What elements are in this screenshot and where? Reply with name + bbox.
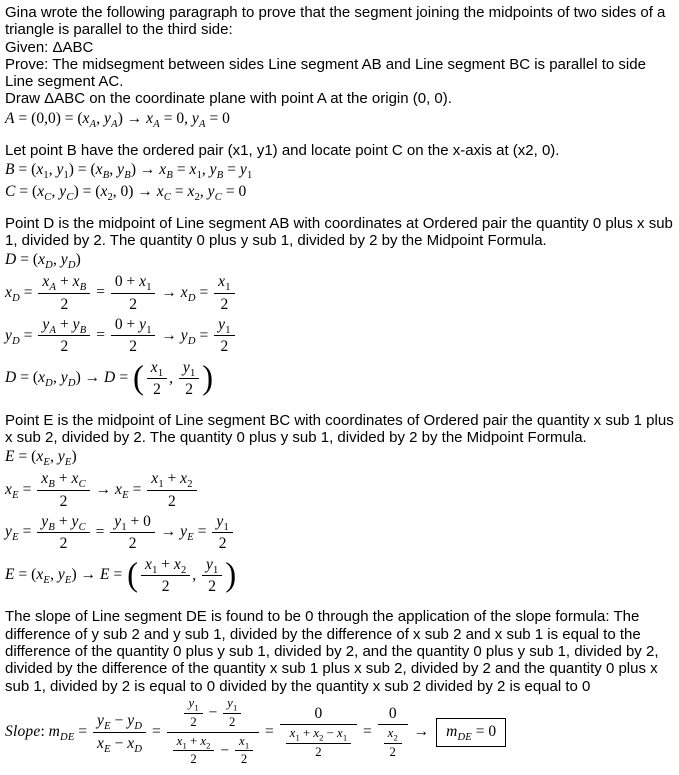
- math-text: =: [261, 722, 278, 740]
- math-text: $x_2$: [387, 725, 398, 743]
- fraction: [202, 555, 222, 597]
- fraction-numerator: [286, 726, 352, 744]
- math-text: $x_1$: [238, 733, 250, 751]
- math-line: [5, 160, 674, 181]
- fraction-numerator: [37, 512, 90, 533]
- math-text: →: [409, 722, 434, 740]
- math-text: $x_E - x_D$: [96, 734, 143, 755]
- math-text: $y_1$: [227, 695, 238, 713]
- math-text: Slope: $m_{DE}$ =: [5, 722, 91, 743]
- math-text: 2: [389, 744, 396, 759]
- fraction-numerator: [214, 315, 234, 336]
- fraction-denominator: [147, 491, 196, 511]
- fraction: [37, 512, 90, 554]
- math-text: $y_1 + 0$: [114, 512, 151, 533]
- math-text: $x_1$: [150, 358, 164, 379]
- fraction-numerator: [37, 469, 90, 490]
- fraction-denominator: [202, 576, 222, 596]
- blank-line: [5, 597, 674, 608]
- fraction-denominator: [111, 294, 156, 314]
- math-text: 2: [218, 535, 227, 553]
- fraction-numerator: [111, 315, 156, 336]
- math-text: $x_A + x_B$: [42, 273, 87, 294]
- math-text: $0 + y_1$: [114, 316, 152, 337]
- fraction-numerator: [167, 696, 260, 733]
- blank-line: [5, 131, 674, 142]
- math-text: 2: [60, 295, 69, 313]
- math-text: =: [92, 326, 109, 344]
- fraction: [141, 555, 190, 597]
- proof-paragraph: Given: ΔABC: [5, 38, 94, 56]
- proof-paragraph: Gina wrote the following paragraph to prove that the segment joining the midpoints of two sides of a triangle is parallel to the third side:: [5, 4, 666, 39]
- fraction-numerator: [147, 469, 196, 490]
- fraction-numerator: [38, 315, 90, 336]
- fraction-numerator: [147, 358, 167, 379]
- math-text: $x_1 + x_2$: [144, 555, 187, 576]
- fraction-denominator: [214, 336, 234, 356]
- math-text: $B = (x_1$, $y_1) = (x_B$, $y_B) \to x_B = x_1$, $y_B = y_1$: [5, 161, 253, 182]
- math-text: 2: [208, 578, 216, 595]
- math-text: $x_B + x_C$: [41, 470, 86, 491]
- fraction-denominator: [167, 733, 260, 769]
- fraction-denominator: [37, 533, 90, 553]
- fraction-numerator: [110, 512, 155, 533]
- math-line: [5, 109, 674, 130]
- proof-paragraph: The slope of Line segment DE is found to be 0 through the application of the slope formula: The difference of y sub 2 and y sub 1, divided by the difference of x sub 2 and x sub 1 is equal to the difference of the quantity 0 plus y sub 1, divided by 2, and the quantity 0 plus y sub 1, divided by 2, divided by the difference of the quantity x sub 1 plus x sub 2, divided by 2 and the quantity 0 plus x sub 1, divided by 2 is equal to 0 divided by the quantity x sub 2 divided by 2 is equal to 0: [5, 608, 659, 695]
- math-line: [5, 696, 674, 769]
- math-text: ,: [169, 369, 177, 387]
- fraction-numerator: [378, 704, 408, 725]
- math-text: $0 + x_1$: [114, 273, 152, 294]
- fraction-denominator: [280, 725, 358, 761]
- math-text: $x_D$ =: [5, 283, 37, 304]
- fraction-numerator: [111, 272, 156, 293]
- math-text: 0: [314, 704, 323, 722]
- math-text: 2: [129, 295, 138, 313]
- fraction: [173, 734, 215, 769]
- math-text: 2: [190, 752, 197, 767]
- fraction-denominator: [38, 294, 90, 314]
- fraction: [286, 726, 352, 761]
- fraction-denominator: [235, 751, 253, 768]
- fraction-denominator: [286, 744, 352, 761]
- math-text: $y_E - y_D$: [96, 712, 143, 733]
- math-text: 2: [240, 752, 248, 767]
- blank-line: [5, 204, 674, 215]
- math-text: 2: [220, 295, 229, 313]
- fraction-denominator: [37, 491, 90, 511]
- math-text: $y_1$: [216, 512, 229, 533]
- math-text: 2: [60, 338, 69, 356]
- fraction: [93, 711, 146, 753]
- math-line: [5, 447, 674, 468]
- math-text: 2: [229, 714, 236, 729]
- fraction: [147, 358, 167, 400]
- fraction-denominator: [212, 533, 232, 553]
- fraction: [223, 696, 241, 731]
- math-text: −: [204, 703, 222, 721]
- fraction-denominator: [378, 725, 408, 761]
- fraction-numerator: [173, 734, 215, 752]
- math-line: [5, 182, 674, 203]
- math-text: 2: [161, 578, 170, 595]
- math-text: =: [91, 523, 109, 541]
- fraction: [38, 272, 90, 314]
- math-text: → $x_D$ =: [157, 283, 213, 304]
- math-line: [5, 250, 674, 271]
- math-text: =: [359, 722, 376, 740]
- math-text: 2: [168, 492, 176, 510]
- math-text: $y_E$ =: [5, 523, 36, 544]
- fraction: [147, 469, 196, 511]
- math-text: =: [148, 722, 165, 740]
- fraction-denominator: [384, 744, 402, 761]
- math-line: [5, 512, 674, 554]
- fraction: [212, 512, 232, 554]
- math-text: $x_E$ =: [5, 480, 36, 501]
- math-text: $y_1$: [182, 358, 196, 379]
- math-line: [5, 315, 674, 357]
- math-text: 2: [59, 535, 68, 553]
- proof-paragraph: Point E is the midpoint of Line segment BC with coordinates of Ordered pair the quantity x sub 1 plus x sub 2, divided by 2. The quantity 0 plus y sub 1, divided by 2 by the Midpoint Formula.: [5, 411, 674, 446]
- math-text: $y_A + y_B$: [42, 316, 87, 337]
- math-text: → $x_E$ =: [91, 480, 146, 501]
- math-text: −: [216, 741, 233, 759]
- math-line: [5, 469, 674, 511]
- math-text: $y_D$ =: [5, 326, 37, 347]
- fraction: [384, 726, 402, 761]
- fraction: [167, 696, 260, 769]
- fraction-denominator: [111, 336, 156, 356]
- fraction-denominator: [214, 294, 234, 314]
- math-text: $x_1 + x_2$: [176, 733, 211, 751]
- math-line: [5, 272, 674, 314]
- fraction-denominator: [147, 379, 167, 399]
- fraction-numerator: [280, 704, 358, 725]
- math-text: 2: [190, 714, 197, 729]
- fraction-denominator: [38, 336, 90, 356]
- math-text: $x_1 + x_2$: [151, 470, 193, 491]
- boxed-result: [436, 718, 506, 747]
- math-text: $y_1$: [205, 555, 219, 576]
- fraction: [214, 272, 234, 314]
- math-text: $D = (x_D$, $y_D$): [5, 251, 81, 272]
- proof-paragraph: Prove: The midsegment between sides Line segment AB and Line segment BC is parallel to side Line segment AC.: [5, 55, 646, 91]
- math-text: $E = (x_E$, $y_E$): [5, 448, 77, 469]
- math-text: 2: [59, 492, 68, 510]
- math-text: $x_1$: [218, 273, 231, 294]
- math-text: $y_1$: [188, 695, 199, 713]
- fraction-numerator: [38, 272, 90, 293]
- big-left-paren: (: [127, 555, 138, 594]
- fraction: [110, 512, 155, 554]
- proof-paragraph: Let point B have the ordered pair (x1, y1) and locate point C on the x-axis at (x2, 0).: [5, 141, 560, 159]
- math-line: [5, 358, 674, 400]
- fraction: [38, 315, 90, 357]
- fraction-numerator: [384, 726, 402, 744]
- fraction-numerator: [223, 696, 241, 714]
- math-text: 2: [220, 338, 229, 356]
- fraction: [184, 696, 202, 731]
- math-text: 2: [185, 381, 193, 399]
- math-text: $y_B + y_C$: [41, 512, 86, 533]
- proof-paragraph: Point D is the midpoint of Line segment AB with coordinates at Ordered pair the quantity 0 plus x sub 1, divided by 2. The quantity 0 plus y sub 1, divided by 2 by the Midpoint Formula.: [5, 214, 673, 250]
- math-text: → $y_D$ =: [157, 326, 213, 347]
- big-right-paren: ): [202, 359, 214, 397]
- fraction-numerator: [93, 711, 146, 732]
- math-text: ,: [192, 566, 200, 584]
- math-text: $D = (x_D$, $y_D) \to D$ =: [5, 369, 132, 390]
- math-text: → $y_E$ =: [156, 523, 211, 544]
- fraction: [37, 469, 90, 511]
- math-text: $E = (x_E$, $y_E) \to E$ =: [5, 566, 127, 587]
- math-text: =: [92, 283, 109, 301]
- fraction: [111, 315, 156, 357]
- big-right-paren: ): [225, 555, 237, 594]
- fraction-denominator: [184, 714, 202, 731]
- math-text: $m_{DE} = 0$: [446, 722, 497, 743]
- fraction-denominator: [179, 379, 199, 399]
- fraction-numerator: [212, 512, 232, 533]
- fraction-numerator: [202, 555, 222, 576]
- fraction-denominator: [93, 733, 146, 753]
- blank-line: [5, 401, 674, 412]
- fraction: [111, 272, 156, 314]
- big-left-paren: (: [132, 359, 144, 397]
- fraction-denominator: [110, 533, 155, 553]
- math-text: 2: [153, 381, 161, 399]
- fraction: [179, 358, 199, 400]
- proof-paragraph: Draw ΔABC on the coordinate plane with point A at the origin (0, 0).: [5, 90, 452, 108]
- fraction-denominator: [173, 751, 215, 768]
- fraction-numerator: [214, 272, 234, 293]
- math-text: 2: [315, 744, 322, 759]
- fraction-denominator: [141, 576, 190, 596]
- fraction: [280, 704, 358, 761]
- math-line: [5, 555, 674, 597]
- fraction: [214, 315, 234, 357]
- math-text: $y_1$: [218, 316, 231, 337]
- fraction-numerator: [235, 734, 253, 752]
- math-text: 2: [128, 535, 137, 553]
- math-text: 0: [388, 704, 397, 722]
- math-text: 2: [129, 338, 138, 356]
- math-text: $x_1 + x_2 - x_1$: [289, 725, 348, 743]
- fraction-numerator: [141, 555, 190, 576]
- fraction: [235, 734, 253, 769]
- fraction: [378, 704, 408, 761]
- fraction-numerator: [179, 358, 199, 379]
- fraction-denominator: [223, 714, 241, 731]
- math-text: $A = (0,0) = (x_A$, $y_A) \to x_A = 0$, $y_A = 0$: [5, 109, 230, 130]
- fraction-numerator: [184, 696, 202, 714]
- math-text: $C = (x_C$, $y_C) = (x_2$, $0) \to x_C = x_2$, $y_C = 0$: [5, 182, 247, 204]
